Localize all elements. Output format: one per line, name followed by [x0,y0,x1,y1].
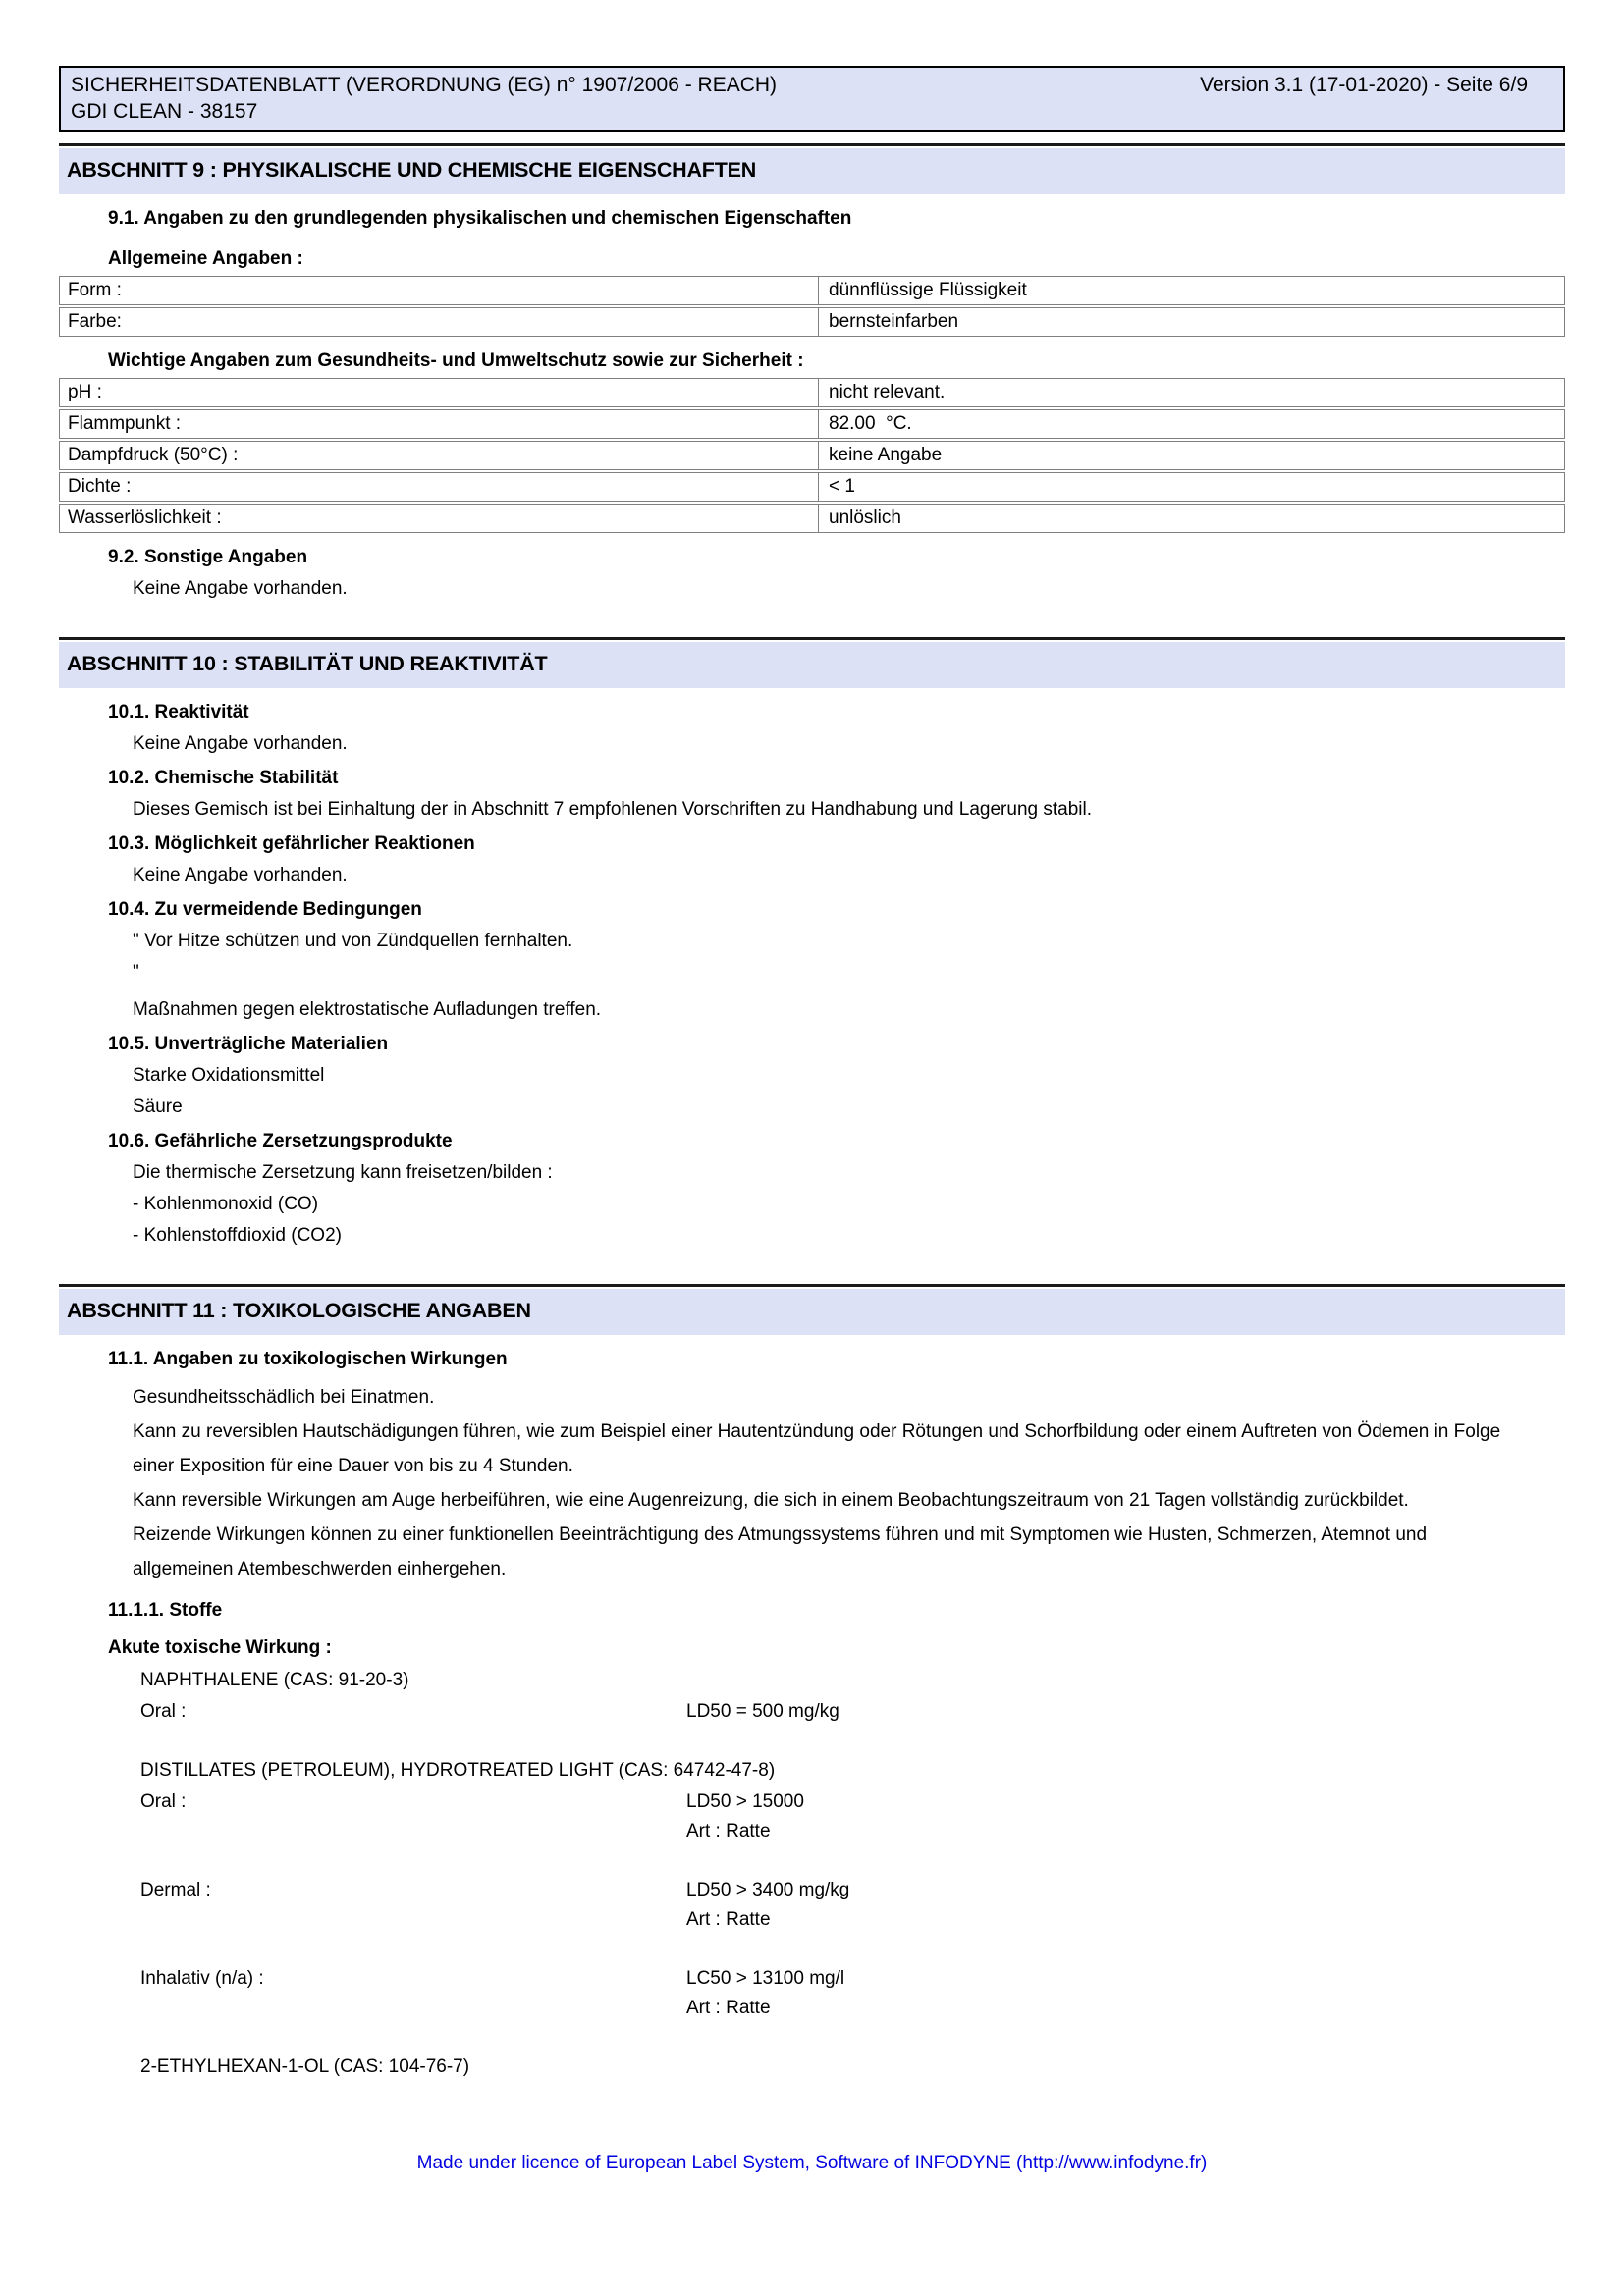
substance-name: NAPHTHALENE (CAS: 91-20-3) [140,1670,409,1690]
table-row [59,409,1565,439]
section-10 [59,637,1565,1246]
row-value: unlöslich [829,507,901,528]
heading-10-6: 10.6. Gefährliche Zersetzungsprodukte [108,1131,453,1151]
table-row [59,307,1565,337]
section-9 [59,143,1565,599]
toxicology-paragraphs [59,1380,1507,1586]
row-label: Dichte : [60,473,819,501]
tox-row [59,1968,1565,1989]
section-11-title: ABSCHNITT 11 : TOXIKOLOGISCHE ANGABEN [59,1289,1565,1335]
tox-row-value: LD50 = 500 mg/kg [686,1701,839,1722]
heading-10-2: 10.2. Chemische Stabilität [108,768,339,788]
row-value: nicht relevant. [829,382,946,402]
row-label: Farbe: [60,308,819,336]
tox-species: Art : Ratte [686,1821,771,1842]
row-label: Dampfdruck (50°C) : [60,442,819,469]
row-value: bernsteinfarben [829,311,959,332]
table-row [59,441,1565,470]
heading-10-1: 10.1. Reaktivität [108,702,249,722]
tox-row [59,1791,1565,1812]
heading-9-1: 9.1. Angaben zu den grundlegenden physikalischen und chemischen Eigenschaften [108,208,852,229]
heading-10-4: 10.4. Zu vermeidende Bedingungen [108,899,422,920]
row-label: pH : [60,379,819,406]
safety-properties-table [59,378,1565,533]
table-row [59,472,1565,502]
tox-species: Art : Ratte [686,1909,771,1930]
section-10-rule [59,637,1565,640]
section-9-rule [59,143,1565,146]
row-value: < 1 [829,476,855,497]
body-10-3: Keine Angabe vorhanden. [133,865,348,885]
body-10-5a: Starke Oxidationsmittel [133,1065,325,1086]
tox-paragraph: Kann reversible Wirkungen am Auge herbeiführen, wie eine Augenreizung, die sich in einem Beobachtungszeitraum von 21 Tagen vollständig zurückbildet. [133,1490,1409,1511]
table-row [59,504,1565,533]
body-10-5b: Säure [133,1096,183,1117]
body-10-6c: - Kohlenstoffdioxid (CO2) [133,1225,342,1246]
body-10-4c: Maßnahmen gegen elektrostatische Aufladungen treffen. [133,999,602,1020]
row-value: 82.00 °C. [829,413,912,434]
tox-row-label: Oral : [140,1701,187,1722]
heading-10-5: 10.5. Unverträgliche Materialien [108,1034,389,1054]
row-label: Form : [60,277,819,304]
document-title: SICHERHEITSDATENBLATT (VERORDNUNG (EG) n° 1907/2006 - REACH) [71,74,778,96]
version-page-info: Version 3.1 (17-01-2020) - Seite 6/9 [1200,74,1528,96]
section-11 [59,1284,1565,2077]
row-value: keine Angabe [829,445,943,465]
heading-11-1-1: 11.1.1. Stoffe [108,1600,223,1621]
tox-row-value: LD50 > 3400 mg/kg [686,1880,850,1900]
tox-paragraph: Kann zu reversiblen Hautschädigungen führen, wie zum Beispiel einer Hautentzündung oder Rötungen und Schorfbildung oder einem Auftreten von Ödemen in Folge einer Exposition für eine Dauer von bis zu 4 Stunden. [133,1421,1501,1476]
tox-row-label: Inhalativ (n/a) : [140,1968,264,1989]
tox-row-value: LD50 > 15000 [686,1791,804,1812]
tox-row-label: Dermal : [140,1880,211,1900]
body-9-2: Keine Angabe vorhanden. [133,578,348,599]
tox-row-label: Oral : [140,1791,187,1812]
table-row [59,276,1565,305]
general-properties-table [59,276,1565,337]
heading-important: Wichtige Angaben zum Gesundheits- und Umweltschutz sowie zur Sicherheit : [108,350,804,371]
substance-name: 2-ETHYLHEXAN-1-OL (CAS: 104-76-7) [140,2056,470,2077]
heading-acute-toxicity: Akute toxische Wirkung : [108,1637,332,1658]
body-10-4a: " Vor Hitze schützen und von Zündquellen fernhalten. [133,931,573,951]
row-label: Wasserlöslichkeit : [60,505,819,532]
section-10-title: ABSCHNITT 10 : STABILITÄT UND REAKTIVITÄT [59,642,1565,688]
heading-general: Allgemeine Angaben : [108,248,303,269]
heading-9-2: 9.2. Sonstige Angaben [108,547,308,567]
tox-row [59,1880,1565,1900]
row-value: dünnflüssige Flüssigkeit [829,280,1027,300]
section-9-title: ABSCHNITT 9 : PHYSIKALISCHE UND CHEMISCHE EIGENSCHAFTEN [59,148,1565,194]
body-10-1: Keine Angabe vorhanden. [133,733,348,754]
substance-name: DISTILLATES (PETROLEUM), HYDROTREATED LIGHT (CAS: 64742-47-8) [140,1760,776,1781]
tox-paragraph: Gesundheitsschädlich bei Einatmen. [133,1387,435,1408]
heading-10-3: 10.3. Möglichkeit gefährlicher Reaktionen [108,833,475,854]
table-row [59,378,1565,407]
heading-11-1: 11.1. Angaben zu toxikologischen Wirkungen [108,1349,508,1369]
tox-paragraph: Reizende Wirkungen können zu einer funktionellen Beeinträchtigung des Atmungssystems führen und mit Symptomen wie Husten, Schmerzen, Atemnot und allgemeinen Atembeschwerden einhergehen. [133,1524,1428,1579]
body-10-2: Dieses Gemisch ist bei Einhaltung der in Abschnitt 7 empfohlenen Vorschriften zu Handhabung und Lagerung stabil. [133,799,1092,820]
tox-row [59,1701,1565,1722]
section-11-rule [59,1284,1565,1287]
tox-row-value: LC50 > 13100 mg/l [686,1968,845,1989]
body-10-6a: Die thermische Zersetzung kann freisetzen/bilden : [133,1162,553,1183]
header-row-1 [71,72,1553,98]
row-label: Flammpunkt : [60,410,819,438]
product-name: GDI CLEAN - 38157 [71,100,258,123]
body-10-4b: " [133,962,139,983]
footer-licence-link[interactable]: Made under licence of European Label System, Software of INFODYNE (http://www.infodyne.fr) [416,2153,1208,2173]
tox-species: Art : Ratte [686,1998,771,2018]
body-10-6b: - Kohlenmonoxid (CO) [133,1194,319,1214]
document-header [59,66,1565,132]
